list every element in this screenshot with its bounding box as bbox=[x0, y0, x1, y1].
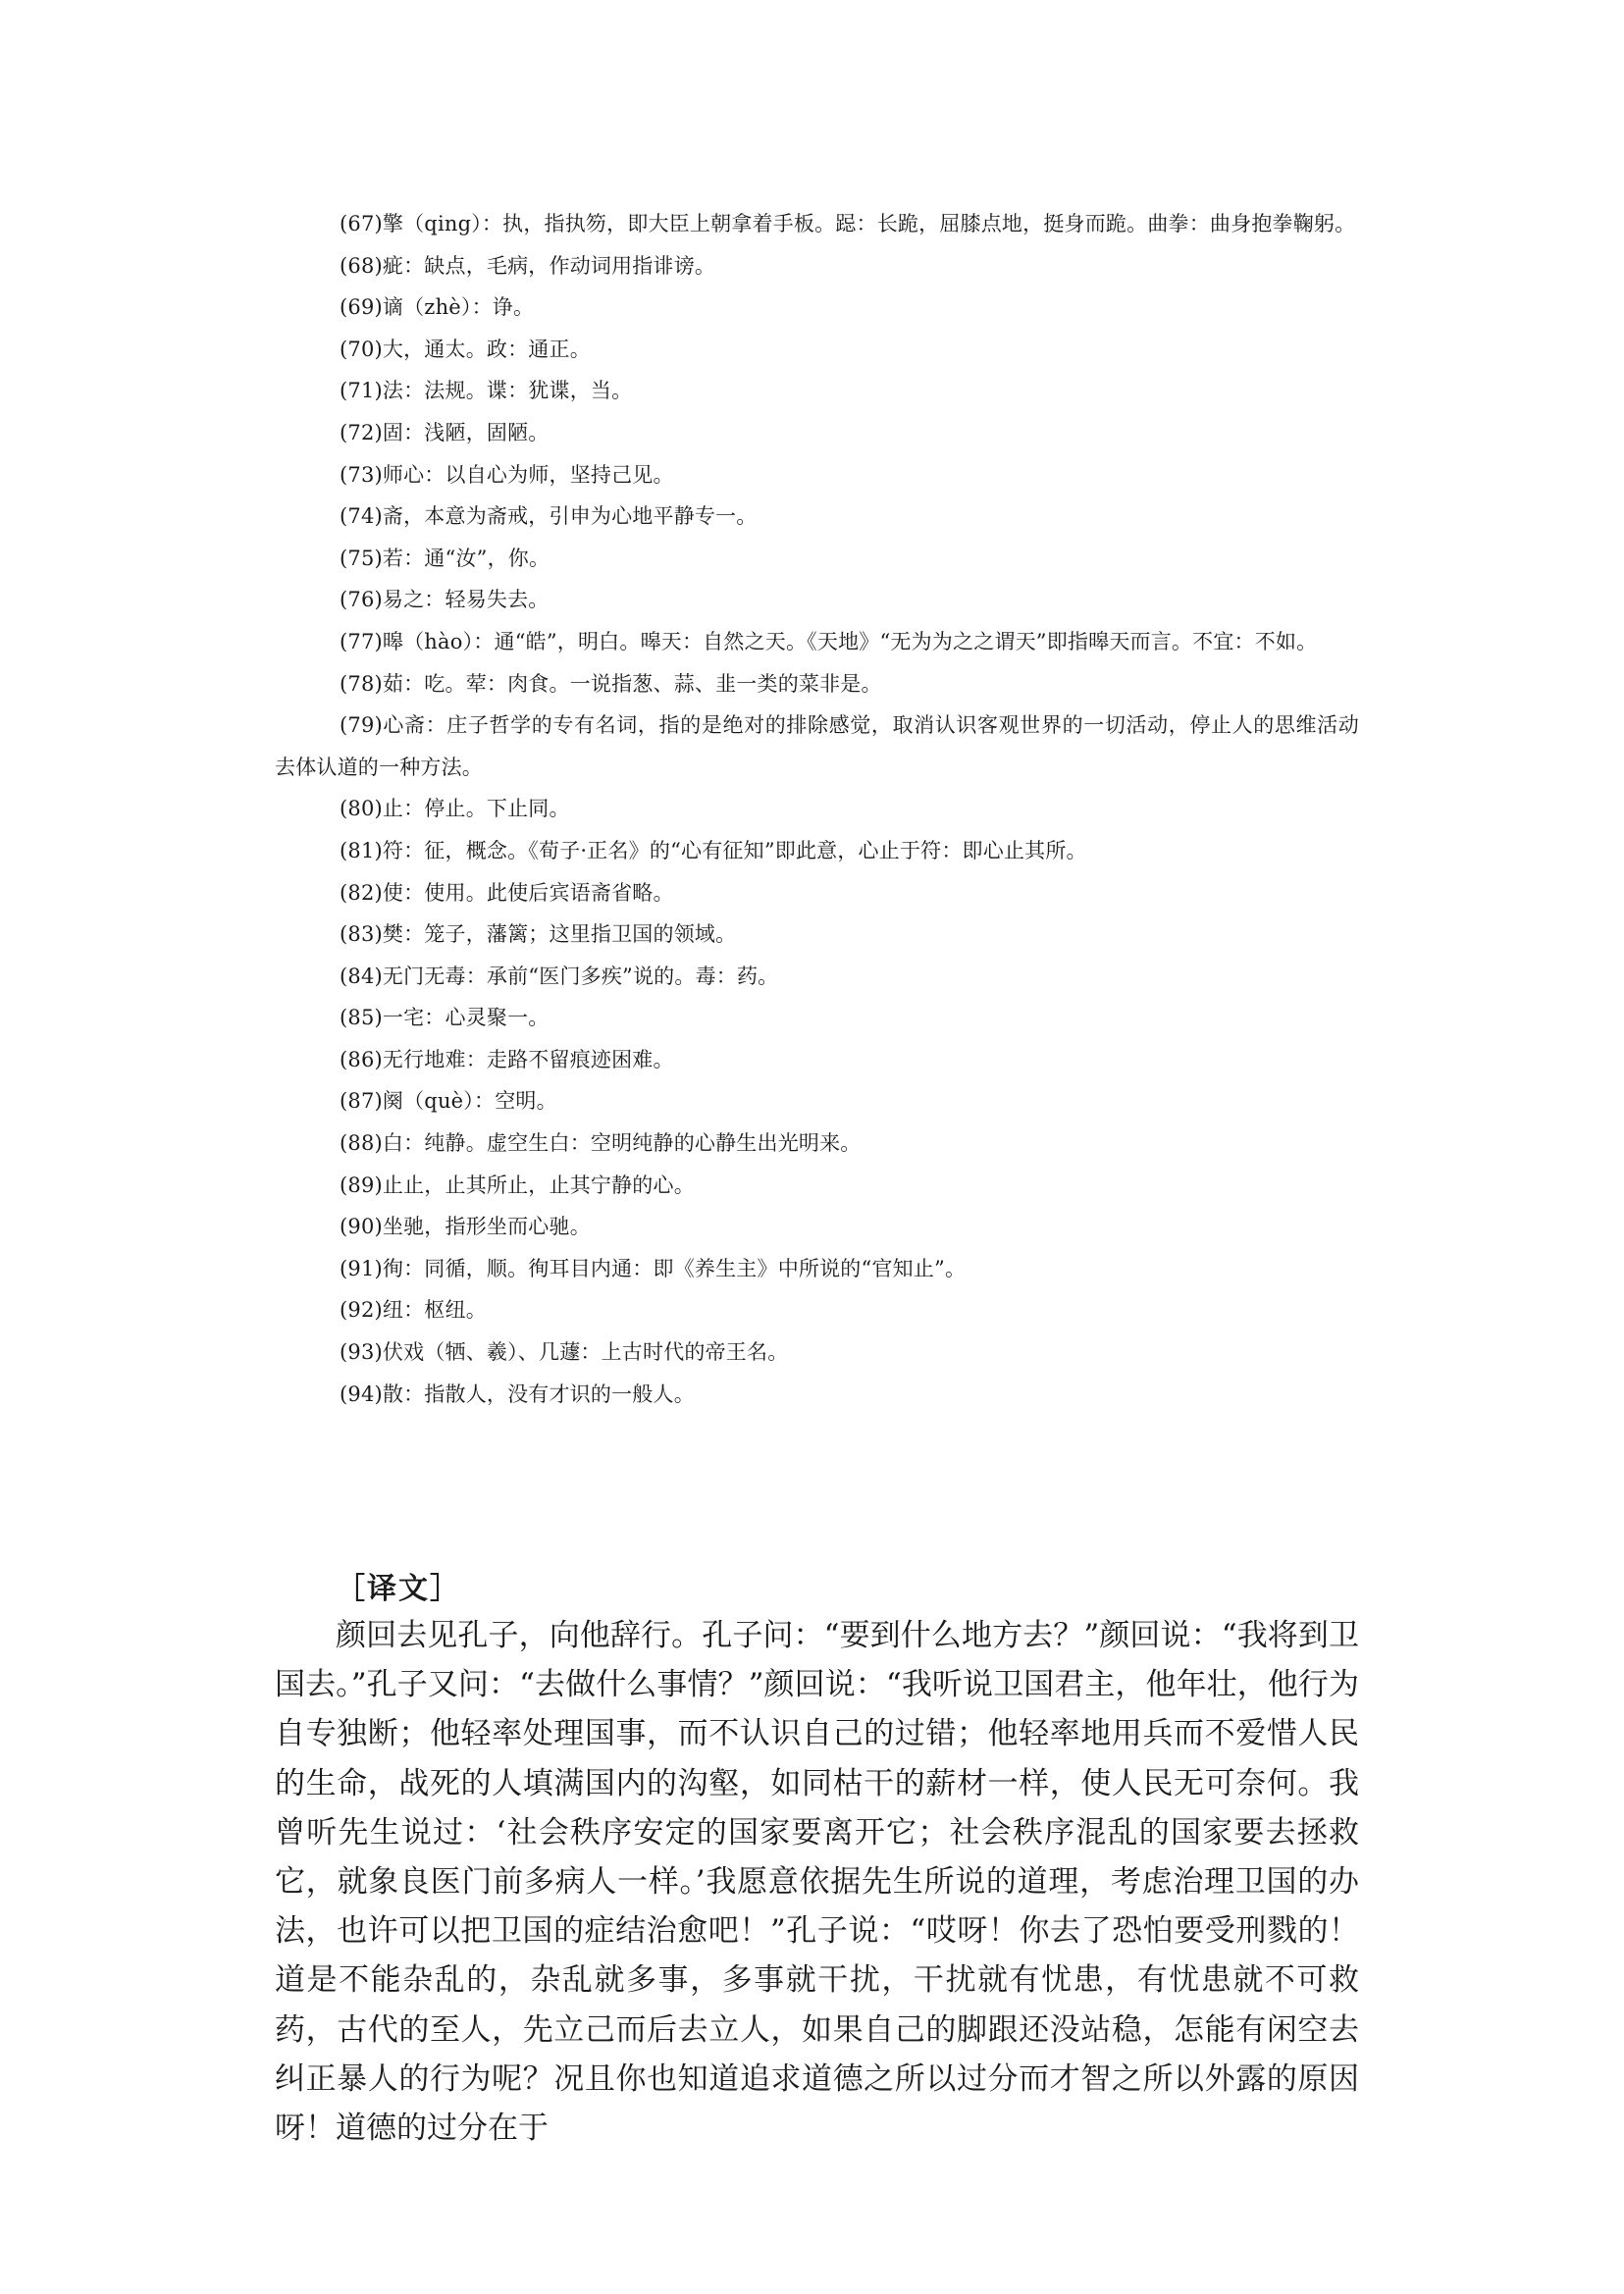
translation-paragraph: 颜回去见孔子，向他辞行。孔子问：“要到什么地方去？”颜回说：“我将到卫国去。”孔子又问：“去做什么事情？”颜回说：“我听说卫国君主，他年壮，他行为自专独断；他轻率处理国事，而不认识自己的过错；他轻率地用兵而不爱惜人民的生命，战死的人填满国内的沟壑，如同枯干的薪材一样，使人民无可奈何。我曾听先生说过：‘社会秩序安定的国家要离开它；社会秩序混乱的国家要去拯救它，就象良医门前多病人一样。’我愿意依据先生所说的道理，考虑治理卫国的办法，也许可以把卫国的症结治愈吧！”孔子说：“哎呀！你去了恐怕要受刑戮的！道是不能杂乱的，杂乱就多事，多事就干扰，干扰就有忧患，有忧患就不可救药，古代的至人，先立己而后去立人，如果自己的脚跟还没站稳，怎能有闲空去纠正暴人的行为呢？况且你也知道追求道德之所以过分而才智之所以外露的原因呀！道德的过分在于 bbox=[275, 1618, 1359, 2147]
note-item: (84)无门无毒：承前“医门多疾”说的。毒：药。 bbox=[340, 964, 779, 988]
annotation-notes bbox=[275, 203, 1359, 1415]
note-item: (80)止：停止。下止同。 bbox=[340, 797, 570, 821]
note-item: (71)法：法规。谍：犹谍，当。 bbox=[340, 379, 633, 403]
note-item: (68)疵：缺点，毛病，作动词用指诽谤。 bbox=[340, 253, 716, 278]
note-item: (89)止止，止其所止，止其宁静的心。 bbox=[340, 1173, 695, 1197]
note-item: (90)坐驰，指形坐而心驰。 bbox=[340, 1215, 591, 1239]
note-item: (67)擎（qing）：执，指执笏，即大臣上朝拿着手板。跽：长跪，屈膝点地，挺身而跪。曲拳：曲身抱拳鞠躬。 bbox=[340, 212, 1356, 235]
note-item: (73)师心：以自心为师，坚持己见。 bbox=[340, 462, 674, 487]
note-item: (82)使：使用。此使后宾语斋省略。 bbox=[340, 880, 674, 905]
note-item: (92)纽：枢纽。 bbox=[340, 1298, 487, 1323]
note-item: (69)谪（zhè）：诤。 bbox=[340, 295, 535, 320]
note-item: (94)散：指散人，没有才识的一般人。 bbox=[340, 1382, 695, 1406]
note-item: (85)一宅：心灵聚一。 bbox=[340, 1006, 550, 1030]
note-item: (93)伏戏（牺、羲）、几蘧：上古时代的帝王名。 bbox=[340, 1340, 789, 1365]
note-item: (83)樊：笼子，藩篱；这里指卫国的领域。 bbox=[340, 922, 737, 947]
section-title: ［译文］ bbox=[336, 1572, 461, 1606]
note-item: (88)白：纯静。虚空生白：空明纯静的心静生出光明来。 bbox=[340, 1131, 862, 1156]
note-item: (91)徇：同循，顺。徇耳目内通：即《养生主》中所说的“官知止”。 bbox=[340, 1256, 967, 1280]
note-item: (87)阕（què）：空明。 bbox=[340, 1089, 557, 1114]
note-item: (77)暤（hào）：通“皓”，明白。暤天：自然之天。《天地》“无为为之之谓天”即指暤天而言。不宜：不如。 bbox=[340, 629, 1318, 653]
note-item: (72)固：浅陋，固陋。 bbox=[340, 420, 550, 444]
note-item: (70)大，通太。政：通正。 bbox=[340, 337, 591, 361]
note-item: (75)若：通“汝”，你。 bbox=[340, 546, 550, 570]
note-item: (79)心斋：庄子哲学的专有名词，指的是绝对的排除感觉，取消认识客观世界的一切活动，停止人的思维活动去体认道的一种方法。 bbox=[275, 713, 1359, 779]
note-item: (81)符：征，概念。《荀子·正名》的“心有征知”即此意，心止于符：即心止其所。 bbox=[340, 838, 1087, 862]
note-item: (86)无行地难：走路不留痕迹困难。 bbox=[340, 1047, 674, 1071]
note-item: (74)斋，本意为斋戒，引申为心地平静专一。 bbox=[340, 504, 758, 529]
note-item: (78)茹：吃。荤：肉食。一说指葱、蒜、韭一类的菜非是。 bbox=[340, 671, 882, 696]
note-item: (76)易之：轻易失去。 bbox=[340, 588, 550, 612]
